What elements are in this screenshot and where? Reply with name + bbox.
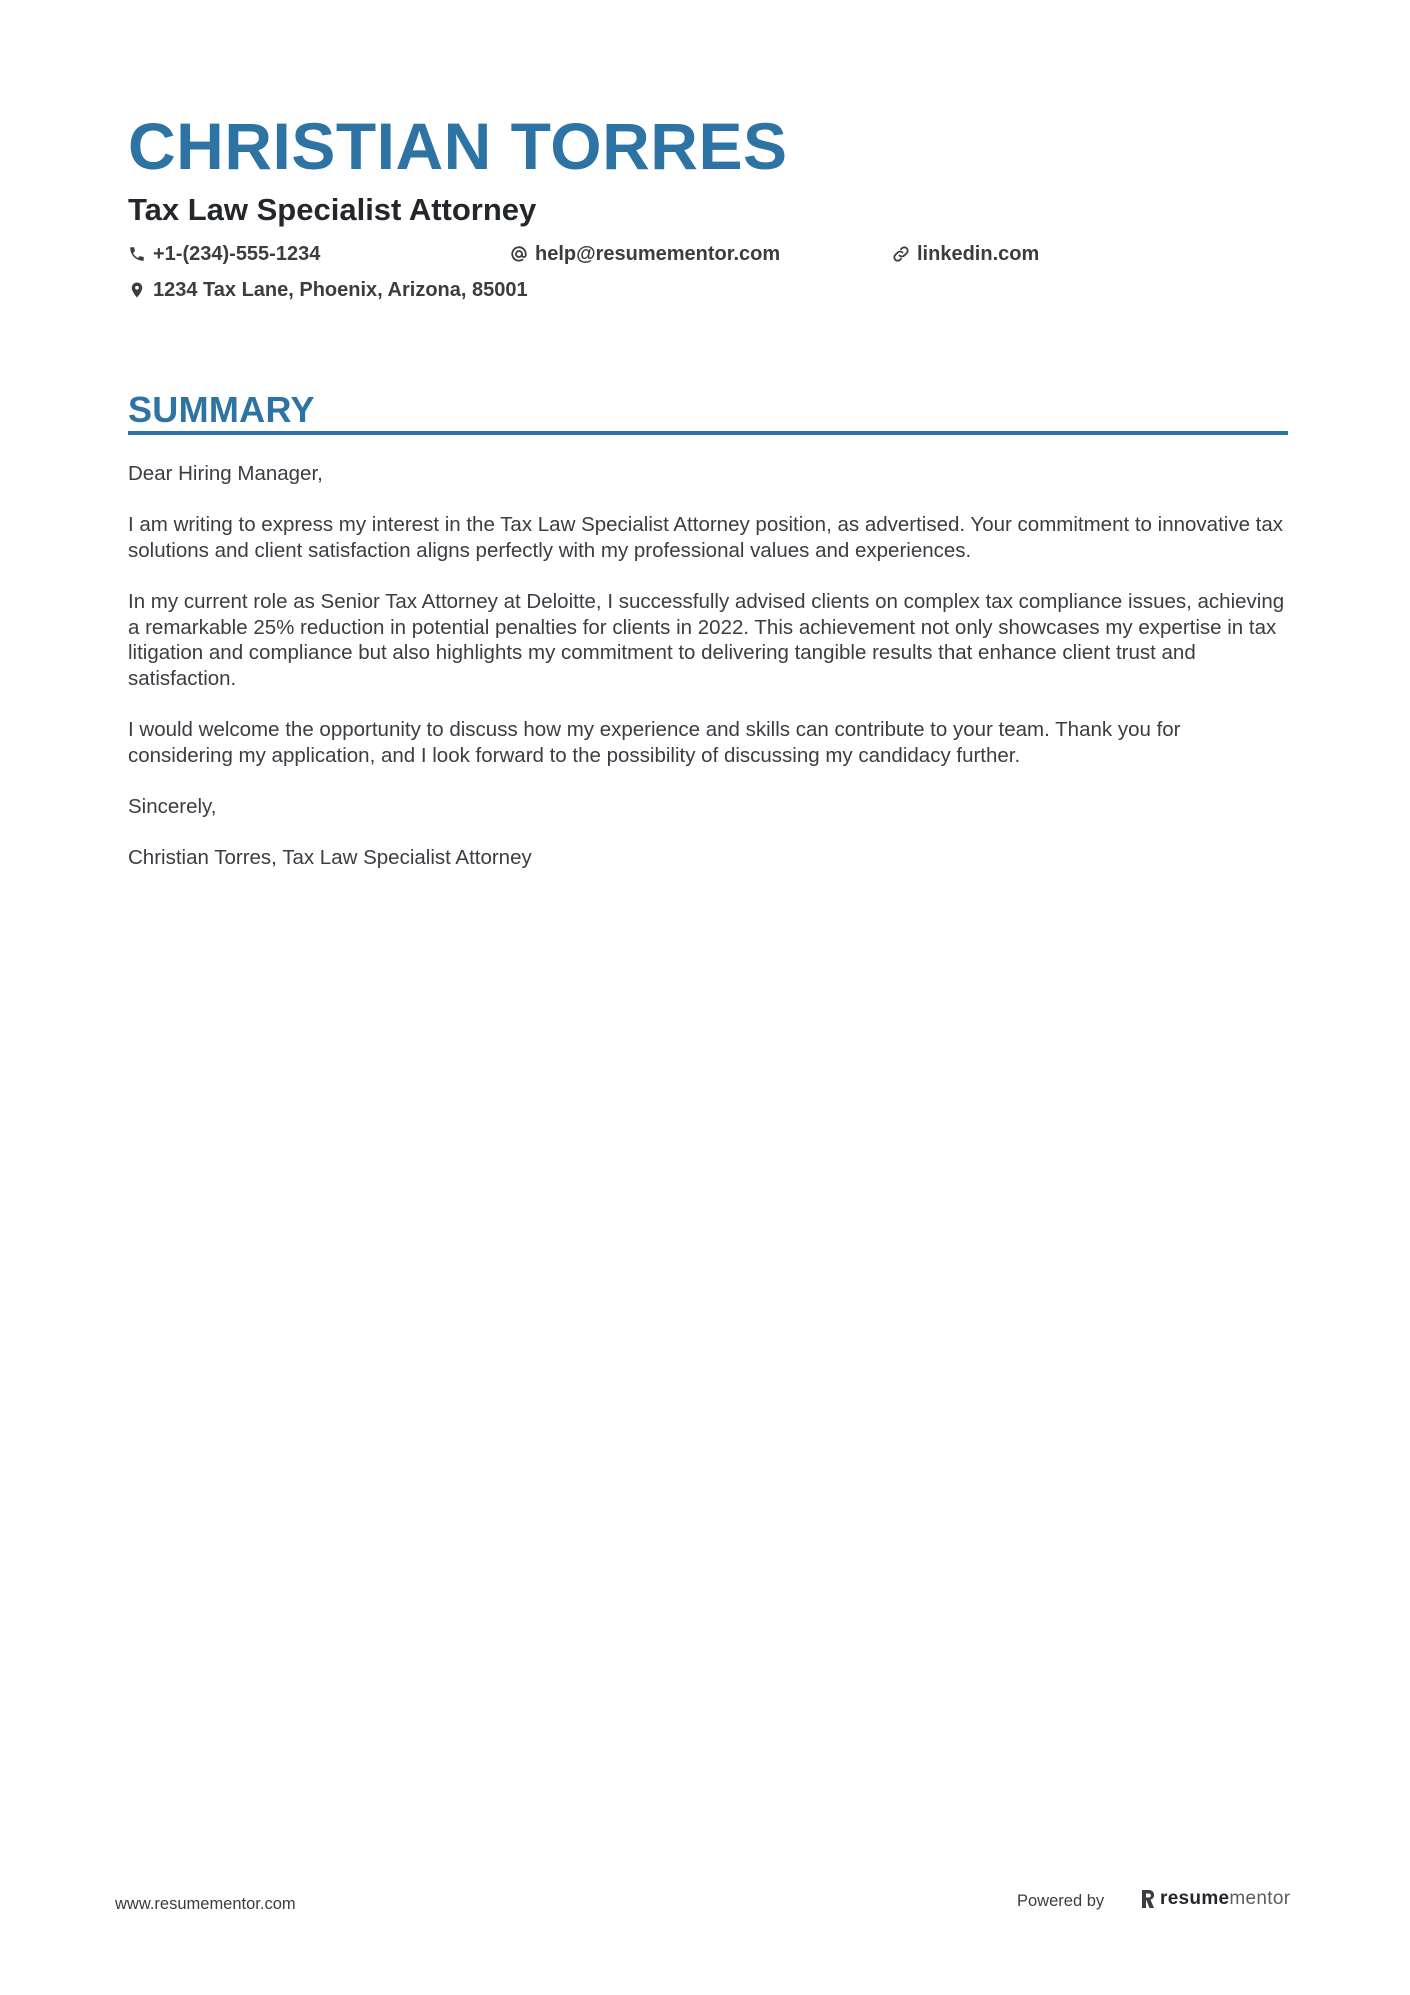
- contact-email[interactable]: [510, 241, 780, 267]
- brand-logo[interactable]: [1140, 1887, 1290, 1911]
- powered-by-label: Powered by: [1017, 1892, 1105, 1910]
- phone-text: +1-(234)-555-1234: [153, 243, 321, 265]
- cover-letter-body: [128, 461, 1288, 896]
- phone-icon: [128, 245, 146, 263]
- link-icon: [892, 245, 910, 263]
- footer-website-link[interactable]: www.resumementor.com: [115, 1895, 296, 1913]
- linkedin-text: linkedin.com: [917, 243, 1040, 265]
- closing: Sincerely,: [128, 794, 217, 818]
- summary-heading: SUMMARY: [128, 389, 315, 430]
- brand-wordmark-regular: mentor: [1229, 1888, 1291, 1909]
- salutation: Dear Hiring Manager,: [128, 462, 323, 485]
- at-icon: [510, 245, 528, 263]
- location-pin-icon: [128, 281, 146, 299]
- contact-linkedin[interactable]: [892, 241, 1039, 267]
- job-title: Tax Law Specialist Attorney: [128, 192, 537, 227]
- letter-paragraph: I am writing to express my interest in the Tax Law Specialist Attorney position, as advertised. Your commitment to innovative tax solutions and client satisfaction aligns perfectly with my professional values and experiences.: [128, 513, 1284, 562]
- brand-wordmark-bold: resume: [1160, 1888, 1230, 1909]
- signature-line: Christian Torres, Tax Law Specialist Attorney: [128, 845, 532, 869]
- letter-paragraph: I would welcome the opportunity to discuss how my experience and skills can contribute to your team. Thank you for considering my application, and I look forward to the possibility of discussing my candidacy further.: [128, 717, 1181, 767]
- address-text: 1234 Tax Lane, Phoenix, Arizona, 85001: [153, 279, 528, 301]
- letter-paragraph: In my current role as Senior Tax Attorney at Deloitte, I successfully advised clients on complex tax compliance issues, achieving a remarkable 25% reduction in potential penalties for clients in 2022. This achievement not only showcases my expertise in tax litigation and compliance but also highlights my commitment to delivering tangible results that enhance client trust and satisfaction.: [128, 589, 1285, 690]
- email-text: help@resumementor.com: [535, 243, 781, 265]
- resumementor-logo-icon: [1140, 1889, 1156, 1909]
- brand-wordmark: [1160, 1887, 1290, 1911]
- section-divider: [128, 431, 1288, 435]
- contact-address: [128, 277, 528, 303]
- contact-phone[interactable]: [128, 241, 320, 267]
- candidate-name: CHRISTIAN TORRES: [128, 109, 788, 183]
